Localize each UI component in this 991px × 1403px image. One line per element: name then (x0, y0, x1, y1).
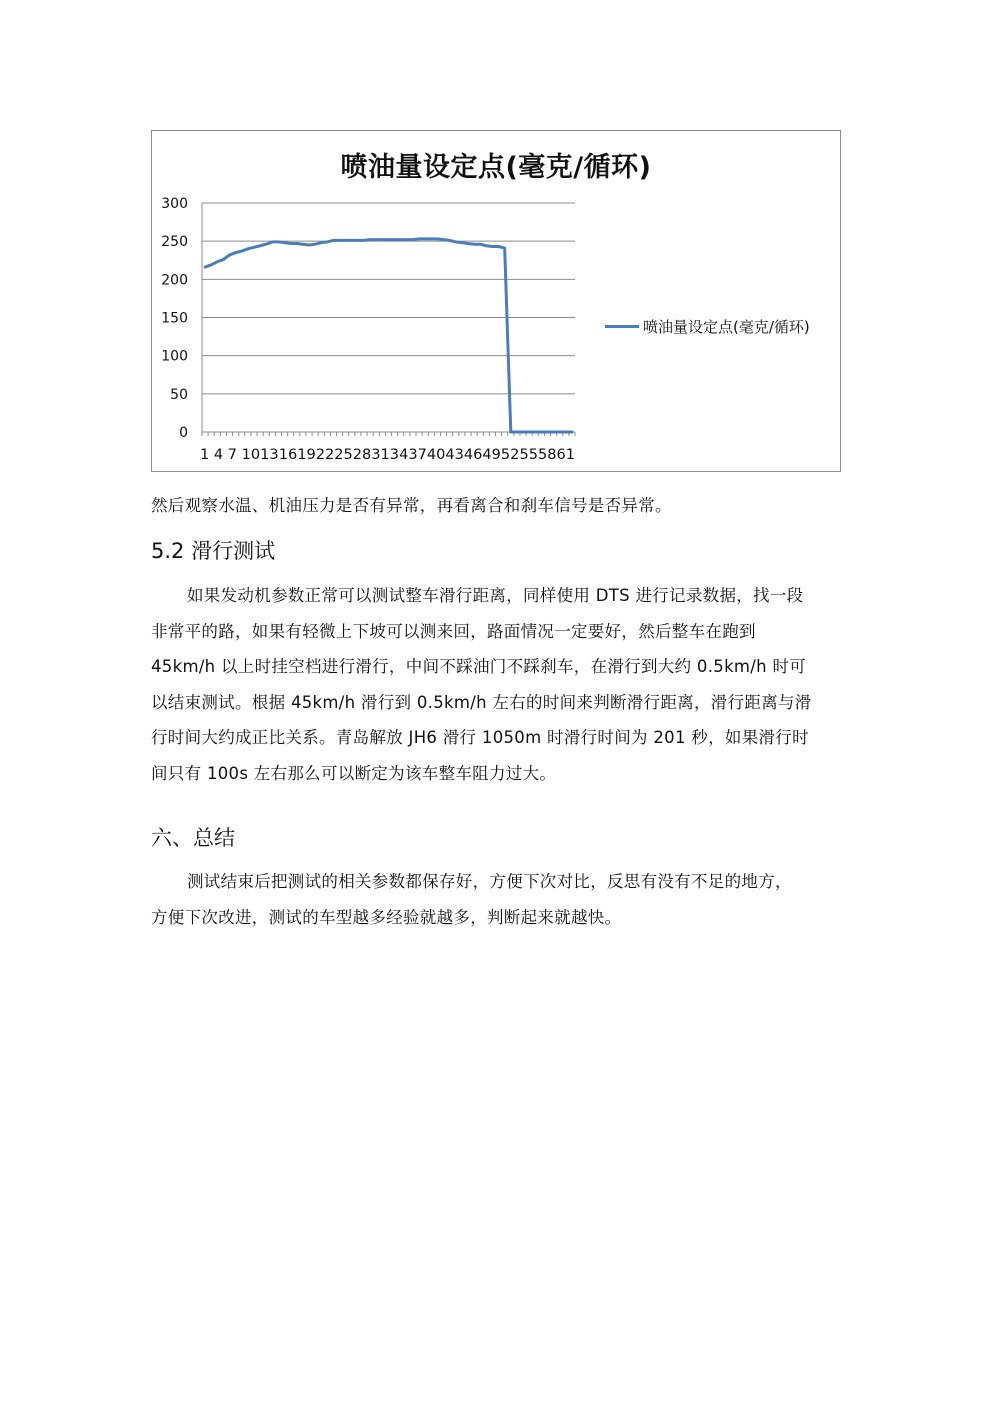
legend-label: 喷油量设定点(毫克/循环) (643, 318, 810, 336)
text-line: 测试结束后把测试的相关参数都保存好，方便下次对比，反思有没有不足的地方， (187, 872, 792, 891)
series-line (205, 239, 572, 432)
text-line: 行时间大约成正比关系。青岛解放 JH6 滑行 1050m 时滑行时间为 201 秒，如果滑行时 (151, 728, 809, 747)
y-tick-label: 100 (161, 348, 188, 365)
heading-summary: 六、总结 (151, 826, 235, 850)
y-tick-label: 200 (161, 272, 188, 289)
chart-title: 喷油量设定点(毫克/循环) (340, 152, 652, 183)
y-tick-label: 150 (161, 310, 188, 327)
legend-swatch (605, 325, 639, 328)
x-tick-labels: 1 4 7 10131619222528313437404346495255586​1 (200, 447, 575, 463)
heading-coasting-test: 5.2 滑行测试 (151, 539, 276, 563)
text-line: 以结束测试。根据 45km/h 滑行到 0.5km/h 左右的时间来判断滑行距离，滑行距离与滑 (151, 692, 812, 712)
y-tick-label: 0 (179, 425, 188, 441)
text-line: 非常平的路，如果有轻微上下坡可以测来回，路面情况一定要好，然后整车在跑到 (151, 621, 756, 641)
paragraph-coasting (151, 578, 841, 791)
text-line: 方便下次改进，测试的车型越多经验就越多，判断起来就越快。 (151, 907, 622, 927)
chart-legend (605, 316, 810, 337)
paragraph-summary (151, 864, 841, 935)
text-line: 45km/h 以上时挂空档进行滑行，中间不踩油门不踩刹车，在滑行到大约 0.5km/h 时可 (151, 657, 807, 676)
y-tick-label: 250 (161, 234, 188, 251)
y-tick-label: 50 (170, 386, 188, 403)
paragraph-observe: 然后观察水温、机油压力是否有异常，再看离合和刹车信号是否异常。 (151, 496, 672, 515)
chart-container (151, 130, 841, 472)
line-chart (152, 131, 842, 473)
text-line: 间只有 100s 左右那么可以断定为该车整车阻力过大。 (151, 763, 557, 783)
y-tick-label: 300 (161, 196, 188, 212)
text-line: 如果发动机参数正常可以测试整车滑行距离，同样使用 DTS 进行记录数据，找一段 (187, 586, 804, 605)
